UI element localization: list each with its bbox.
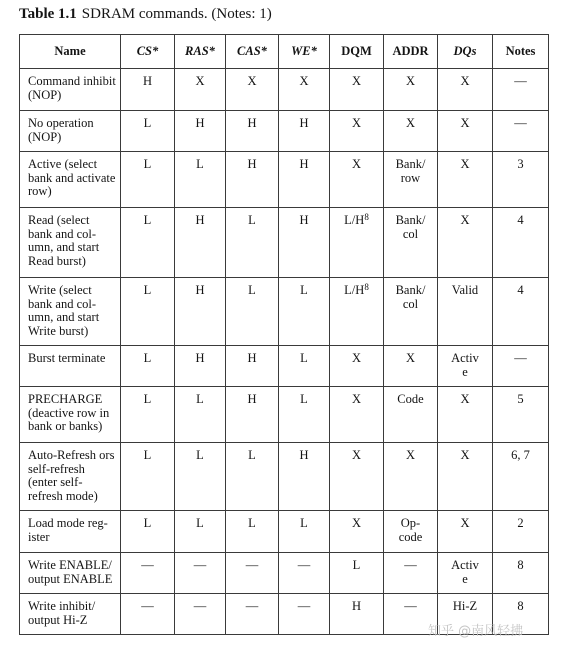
cell-name: Read (select bank and col- umn, and start Read burst) bbox=[20, 208, 121, 278]
cell-cas: H bbox=[226, 387, 279, 443]
cell-addr: X bbox=[384, 443, 438, 511]
cell-ras: L bbox=[175, 387, 226, 443]
cell-cs: L bbox=[121, 208, 175, 278]
cell-cas: L bbox=[226, 278, 279, 346]
cell-notes: 8 bbox=[493, 594, 549, 635]
cell-we: — bbox=[279, 553, 330, 594]
cell-dqm bbox=[330, 278, 384, 346]
table-row bbox=[20, 208, 549, 278]
addr-value: Bank/ row bbox=[395, 157, 426, 185]
cell-name: No operation (NOP) bbox=[20, 111, 121, 152]
cell-dqs: X bbox=[438, 387, 493, 443]
cell-name: Write inhibit/ output Hi-Z bbox=[20, 594, 121, 635]
header-cs: CS* bbox=[121, 35, 175, 69]
header-row bbox=[20, 35, 549, 69]
cell-name: PRECHARGE (deactive row in bank or banks) bbox=[20, 387, 121, 443]
dqs-value: Activ e bbox=[451, 351, 479, 379]
header-addr: ADDR bbox=[384, 35, 438, 69]
cell-addr: Code bbox=[384, 387, 438, 443]
cell-cs: L bbox=[121, 443, 175, 511]
table-row bbox=[20, 346, 549, 387]
cell-ras: L bbox=[175, 443, 226, 511]
addr-value: Bank/ col bbox=[395, 213, 426, 241]
cell-cs: L bbox=[121, 387, 175, 443]
cell-dqs: X bbox=[438, 443, 493, 511]
cell-name: Write ENABLE/ output ENABLE bbox=[20, 553, 121, 594]
cell-we: L bbox=[279, 278, 330, 346]
cell-dqs: Hi-Z bbox=[438, 594, 493, 635]
header-ras: RAS* bbox=[175, 35, 226, 69]
header-dqm: DQM bbox=[330, 35, 384, 69]
cell-addr: — bbox=[384, 553, 438, 594]
cell-dqs: X bbox=[438, 511, 493, 553]
cell-cs: H bbox=[121, 69, 175, 111]
cell-addr: — bbox=[384, 594, 438, 635]
cell-dqs: Valid bbox=[438, 278, 493, 346]
cell-notes: — bbox=[493, 69, 549, 111]
cell-name: Write (select bank and col- umn, and start Write burst) bbox=[20, 278, 121, 346]
cell-name: Auto-Refresh ors self-refresh (enter self- refresh mode) bbox=[20, 443, 121, 511]
cell-ras: L bbox=[175, 152, 226, 208]
cell-cas: — bbox=[226, 594, 279, 635]
cell-name: Burst terminate bbox=[20, 346, 121, 387]
addr-value: Op- code bbox=[398, 516, 423, 544]
cell-addr bbox=[384, 278, 438, 346]
cell-cs: L bbox=[121, 278, 175, 346]
cell-cas: L bbox=[226, 443, 279, 511]
dqm-value: L/H bbox=[344, 283, 365, 297]
footnote-ref: 8 bbox=[364, 282, 369, 292]
cell-addr bbox=[384, 208, 438, 278]
cell-ras: L bbox=[175, 511, 226, 553]
cell-dqm: X bbox=[330, 346, 384, 387]
cell-cas: — bbox=[226, 553, 279, 594]
cell-dqm bbox=[330, 208, 384, 278]
table-row bbox=[20, 553, 549, 594]
cell-cas: X bbox=[226, 69, 279, 111]
cell-dqm: X bbox=[330, 443, 384, 511]
cell-cas: H bbox=[226, 346, 279, 387]
cell-ras: H bbox=[175, 208, 226, 278]
header-we: WE* bbox=[279, 35, 330, 69]
table-row bbox=[20, 511, 549, 553]
header-dqs: DQs bbox=[438, 35, 493, 69]
cell-notes: — bbox=[493, 346, 549, 387]
cell-dqm: H bbox=[330, 594, 384, 635]
cell-notes: 3 bbox=[493, 152, 549, 208]
cell-dqm: X bbox=[330, 69, 384, 111]
cell-ras: X bbox=[175, 69, 226, 111]
cell-dqs: X bbox=[438, 69, 493, 111]
header-cas: CAS* bbox=[226, 35, 279, 69]
footnote-ref: 8 bbox=[364, 212, 369, 222]
table-row bbox=[20, 278, 549, 346]
cell-dqm: L bbox=[330, 553, 384, 594]
cell-cs: L bbox=[121, 346, 175, 387]
table-row bbox=[20, 111, 549, 152]
dqm-value: L/H bbox=[344, 213, 365, 227]
cell-ras: — bbox=[175, 553, 226, 594]
cell-notes: 8 bbox=[493, 553, 549, 594]
cell-ras: H bbox=[175, 111, 226, 152]
cell-name: Load mode reg- ister bbox=[20, 511, 121, 553]
cell-we: L bbox=[279, 511, 330, 553]
cell-we: L bbox=[279, 387, 330, 443]
cell-ras: H bbox=[175, 346, 226, 387]
cell-notes: 5 bbox=[493, 387, 549, 443]
cell-notes: 2 bbox=[493, 511, 549, 553]
dqs-value: Activ e bbox=[451, 558, 479, 586]
cell-ras: H bbox=[175, 278, 226, 346]
cell-dqs: X bbox=[438, 208, 493, 278]
cell-notes: 6, 7 bbox=[493, 443, 549, 511]
header-notes: Notes bbox=[493, 35, 549, 69]
cell-addr: X bbox=[384, 111, 438, 152]
cell-cs: L bbox=[121, 111, 175, 152]
table-title: SDRAM commands. (Notes: 1) bbox=[81, 6, 272, 22]
cell-addr bbox=[384, 511, 438, 553]
cell-cas: H bbox=[226, 111, 279, 152]
table-row bbox=[20, 387, 549, 443]
cell-name: Active (select bank and activate row) bbox=[20, 152, 121, 208]
cell-we: H bbox=[279, 443, 330, 511]
table-caption bbox=[19, 6, 272, 23]
cell-cs: — bbox=[121, 594, 175, 635]
cell-we: X bbox=[279, 69, 330, 111]
cell-dqs bbox=[438, 553, 493, 594]
cell-notes: 4 bbox=[493, 208, 549, 278]
cell-addr bbox=[384, 152, 438, 208]
cell-we: — bbox=[279, 594, 330, 635]
cell-dqs bbox=[438, 346, 493, 387]
cell-we: H bbox=[279, 152, 330, 208]
cell-addr: X bbox=[384, 69, 438, 111]
cell-dqm: X bbox=[330, 152, 384, 208]
cell-name: Command inhibit (NOP) bbox=[20, 69, 121, 111]
cell-dqm: X bbox=[330, 387, 384, 443]
table-row bbox=[20, 152, 549, 208]
cell-we: L bbox=[279, 346, 330, 387]
cell-ras: — bbox=[175, 594, 226, 635]
cell-dqs: X bbox=[438, 152, 493, 208]
watermark: 知乎 @南风轻拂 bbox=[428, 624, 524, 639]
cell-dqs: X bbox=[438, 111, 493, 152]
cell-cs: — bbox=[121, 553, 175, 594]
cell-cas: L bbox=[226, 208, 279, 278]
cell-cas: H bbox=[226, 152, 279, 208]
header-name: Name bbox=[20, 35, 121, 69]
cell-notes: — bbox=[493, 111, 549, 152]
cell-dqm: X bbox=[330, 111, 384, 152]
sdram-commands-table bbox=[19, 34, 549, 635]
cell-addr: X bbox=[384, 346, 438, 387]
addr-value: Bank/ col bbox=[395, 283, 426, 311]
cell-cs: L bbox=[121, 152, 175, 208]
cell-dqm: X bbox=[330, 511, 384, 553]
table-row bbox=[20, 69, 549, 111]
table-number: Table 1.1 bbox=[19, 6, 77, 22]
cell-cas: L bbox=[226, 511, 279, 553]
cell-we: H bbox=[279, 111, 330, 152]
cell-we: H bbox=[279, 208, 330, 278]
cell-notes: 4 bbox=[493, 278, 549, 346]
table-row bbox=[20, 443, 549, 511]
cell-cs: L bbox=[121, 511, 175, 553]
